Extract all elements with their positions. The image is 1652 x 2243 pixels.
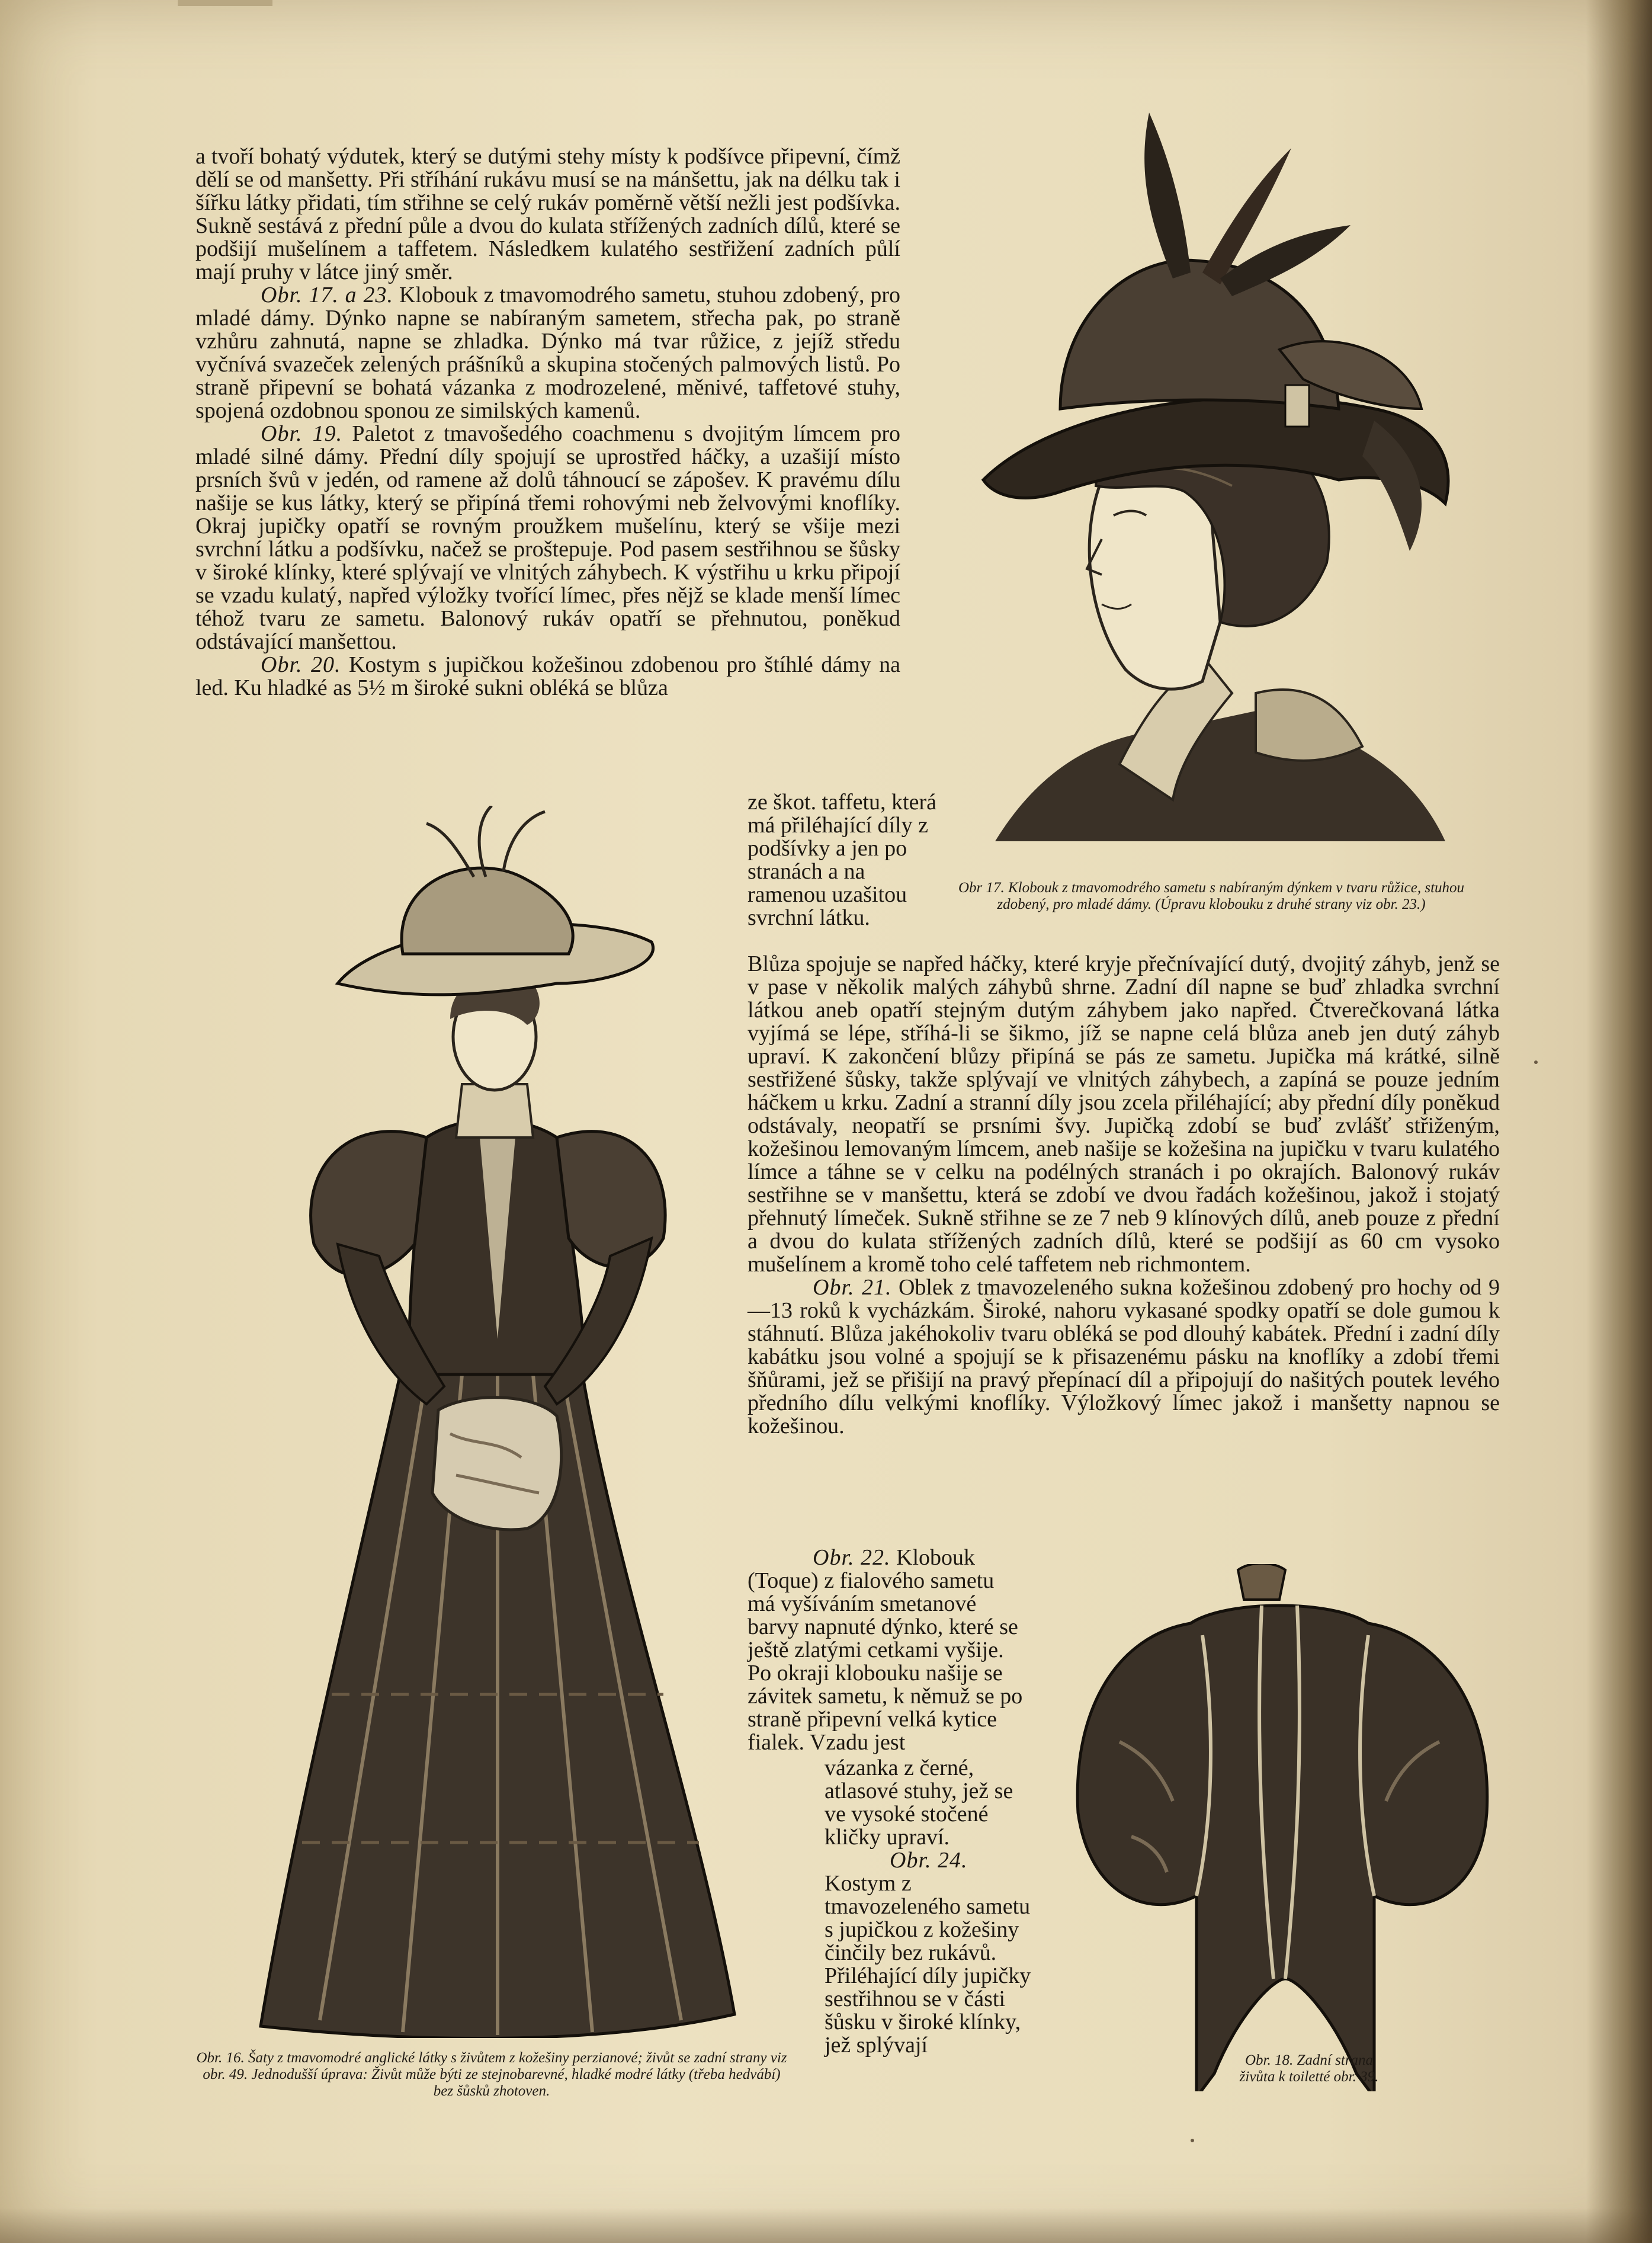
wrap-text-obr22 [748, 1546, 1026, 1754]
figure-16-caption: Obr. 16. Šaty z tmavomodré anglické látky s živůtem z kožešiny perzianové; živůt se zadní strany viz obr. 49. Jednodušší úprava: Živůt může býti ze stejnobarevné, hladké modré látky (třeba hedvábí) bez šůsků zhotoven. [196, 2050, 787, 2099]
paragraph-obr17 [195, 284, 900, 422]
paragraph-text: Blůza spojuje se napřed háčky, které kryje přečnívající dutý, dvojitý záhyb, jenž se v pase v několik malých záhybů shrne. Zadní díl napne se buď zhladka svrchní látkou aneb opatří stejným dutým záhybem jako napřed. Čtverečkovaná látka vyjímá se lépe, stříhá-li se šikmo, jíž se napne celá blůza aneb jen dutý záhyb upraví. K zakončení blůzy připíná se pás ze sametu. Jupička má krátké, silně sestřižené šůsky, takže splývají ve vlnitých záhybech, a zapíná se pouze jedním háčkem u krku. Zadní a stranní díly jsou zcela přiléhající; aby přední díly poněkud odstávaly, neopatří se prsními švy. Jupičką zdobí se buď zvlášť střiženým, kožešinou lemovaným límcem, aneb našije se kožešina na jupičku v tvaru kulatého límce a táhne se v celku na podélných stranách i po okrajích. Balonový rukáv sestřihne se v manšettu, která se zdobí ve dvou řadách kožešinou, jakož i stojatý přehnutý límeček. Sukně střihne se ze 7 neb 9 klínových dílů, aneb pouze z přední a dvou do kulata střížených zadních dílů, které se podšijí as 60 cm vysoko mušelínem a kromě toho celé taffetem neb richmontem. [748, 951, 1500, 1277]
paragraph-intro [195, 145, 900, 284]
stray-ink-dot [1534, 1060, 1538, 1064]
hat-engraving-figure [924, 101, 1493, 841]
dress-engraving-figure [249, 806, 758, 2038]
paragraph-text: Paletot z tmavošedého coachmenu s dvojitým límcem pro mladé silné dámy. Přední díly spojují se uprostřed háčky, a uzašijí místo prsních švů v jedén, od ramene až dolů táhnoucí se zápošev. K pravému dílu našije se kus látky, který se připíná třemi rohovými neb želvovými knoflíky. Okraj jupičky opatří se rovným proužkem mušelínu, který se všije mezi svrchní látku a podšívku, načež se proštepuje. Pod pasem sestřihnou se šůsky v široké klínky, které splývají ve vlnitých záhybech. K výstřihu u krku připojí se vzadu kulatý, napřed výložky tvořící límec, přes nějž se klade menší límec téhož tvaru ze sametu. Balonový rukáv opatří se přehnutou, poněkud odstávající manšettou. [195, 421, 900, 654]
paragraph-text: Kostym z tmavozeleného sametu s jupičkou z kožešiny činčily bez rukávů. Přiléhající díly jupičky sestřihnou se v části šůsku v široké klínky, jež splývají [825, 1871, 1031, 2058]
paragraph-obr22 [748, 1546, 1026, 1754]
stray-ink-dot [1191, 2139, 1194, 2142]
paragraph-obr24 [825, 1849, 1032, 2057]
figure-reference: Obr. 20. [261, 652, 341, 677]
paragraph-obr20 [195, 653, 900, 700]
wrap-text-narrow [748, 791, 940, 930]
paragraph-vazanka [825, 1757, 1032, 1849]
paragraph-text: Klobouk z tmavomodrého sametu, stuhou zdobený, pro mladé dámy. Dýnko napne se nabíraným sametem, střecha pak, po straně vzhůru zahnutá, napne se zhladka. Dýnko má tvar růžice, z jejíž středu vyčnívá svazeček zelených prášníků a skupina stočených palmových listů. Po straně připevní se bohatá vázanka z modrozelené, měnivé, taffetové stuhy, spojená ozdobnou sponou ze similských kamenů. [195, 283, 901, 423]
figure-reference: Obr. 17. a 23. [261, 283, 393, 307]
paragraph-text: a tvoří bohatý výdutek, který se dutými stehy místy k podšívce připevní, čímž dělí se od manšetty. Při stříhání rukávu musí se na mánšettu, jak na délku tak i šířku látky přidati, tím střihne se celý rukáv poměrně větší nežli jest podšívka. Sukně sestává z přední půle a dvou do kulata střížených zadních dílů, které se podšijí mušelínem a taffetem. Následkem kulatého sestřižení zadních půlí mají pruhy v látce jiný směr. [195, 144, 900, 284]
figure-reference: Obr. 21. [813, 1275, 892, 1300]
paragraph-text: ze škot. taffetu, která má přiléhající díly z podšívky a jen po stranách a na ramenou uzašitou svrchní látku. [748, 790, 936, 930]
paragraph-text: Oblek z tmavozeleného sukna kožešinou zdobený pro hochy od 9—13 roků k vycházkám. Široké, nahoru vykasané spodky opatří se dole gumou k stáhnutí. Blůza jakéhokoliv tvaru obléká se pod dlouhý kabátek. Přední i zadní díly kabátku jsou volné a spojují se k přisazenému pásku na knoflíky a zdobí třemi šňůrami, jež se přišijí na pravý přepínací díl a připojují do našitých poutek levého předního dílu velkými knoflíky. Výložkový límec jakož i manšetty napnou se kožešinou. [748, 1275, 1500, 1438]
figure-17-caption: Obr 17. Klobouk z tmavomodrého sametu s nabíraným dýnkem v tvaru růžice, stuhou zdobený, pro mladé dámy. (Úpravu klobouku z druhé strany viz obr. 23.) [958, 880, 1465, 912]
wrap-text-obr24 [825, 1757, 1032, 2057]
jacket-back-engraving-figure [1060, 1564, 1499, 2091]
paragraph-obr19 [195, 422, 900, 653]
figure-reference: Obr. 22. [813, 1545, 891, 1570]
paragraph-bluza [748, 953, 1500, 1276]
paragraph-text: vázanka z černé, atlasové stuhy, jež se ve vysoké stočené kličky upraví. [825, 1755, 1013, 1850]
right-text-column [748, 953, 1500, 1438]
figure-18-caption: Obr. 18. Zadní strana živůta k toiletté obr. 39. [1239, 2052, 1379, 2085]
figure-reference: Obr. 19. [261, 421, 343, 446]
paragraph-obr21 [748, 1276, 1500, 1438]
figure-reference: Obr. 24. [890, 1848, 968, 1873]
page-edge-mark [178, 0, 272, 6]
paragraph-text: Klobouk (Toque) z fialového sametu má vyšíváním smetanové barvy napnuté dýnko, které se ještě zlatými cetkami vyšije. Po okraji klobouku našije se závitek sametu, k němuž se po straně připevní velká kytice fialek. Vzadu jest [748, 1545, 1023, 1755]
left-text-column [195, 145, 900, 700]
paragraph-text: Kostym s jupičkou kožešinou zdobenou pro štíhlé dámy na led. Ku hladké as 5½ m široké sukni obléká se blůza [195, 652, 900, 700]
